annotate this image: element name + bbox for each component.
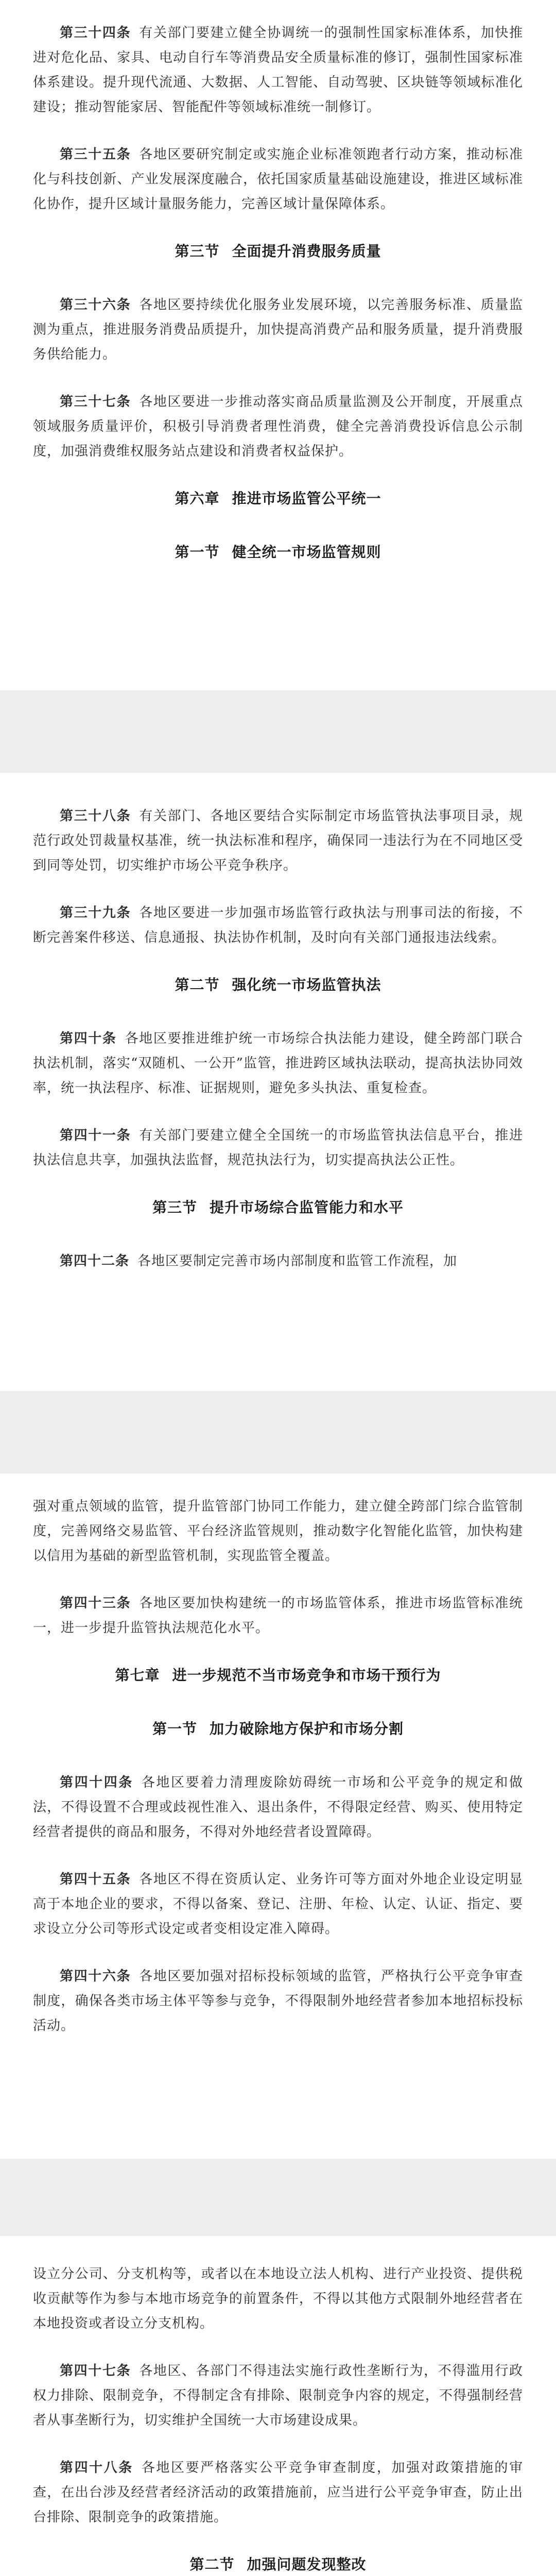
article-34: 第三十四条 有关部门要建立健全协调统一的强制性国家标准体系，加快推进对危化品、家具、电动自行车等消费品安全质量标准的修订，强制性国家标准体系建设。提升现代流通、大数据、人工智能、自动驾驶、区块链等领域标准化建设；推动智能家居、智能配件等领域标准统一制修订。 — [33, 25, 523, 115]
article-46-continued: 设立分公司、分支机构等，或者以在本地设立法人机构、进行产业投资、提供税收贡献等作为参与本地市场竞争的前置条件，不得以其他方式限制外地经营者在本地投资或者设立分支机构。 — [33, 2266, 523, 2331]
article-37: 第三十七条 各地区要进一步推动落实商品质量监测及公开制度，开展重点领域服务质量评价，积极引导消费者理性消费，健全完善消费投诉信息公示制度，加强消费维权服务站点建设和消费者权益保护。 — [33, 394, 523, 459]
article-48: 第四十八条 各地区要严格落实公平竞争审查制度，加强对政策措施的审查，在出台涉及经营者经济活动的政策措施前，应当进行公平竞争审查，防止出台排除、限制竞争的政策措施。 — [33, 2460, 523, 2525]
article-40: 第四十条 各地区要推进维护统一市场综合执法能力建设，健全跨部门联合执法机制，落实“双随机、一公开”监管，推进跨区域执法联动，提高执法协同效率，统一执法程序、标准、证据规则，避免多头执法、重复检查。 — [33, 1031, 523, 1096]
section-heading: 第三节 全面提升消费服务质量 — [175, 243, 381, 260]
article-45: 第四十五条 各地区不得在资质认定、业务许可等方面对外地企业设定明显高于本地企业的要求，不得以备案、登记、注册、年检、认定、认证、指定、要求设立分公司等形式设定或者变相设定准入障碍。 — [33, 1872, 523, 1937]
article-44: 第四十四条 各地区要着力清理废除妨碍统一市场和公平竞争的规定和做法，不得设置不合理或歧视性准入、退出条件，不得限定经营、购买、使用特定经营者提供的商品和服务，不得对外地经营者设置障碍。 — [33, 1775, 523, 1840]
divider — [0, 690, 556, 773]
chapter-heading: 第七章 进一步规范不当市场竞争和市场干预行为 — [115, 1667, 441, 1684]
section-heading: 第一节 加力破除地方保护和市场分割 — [152, 1720, 404, 1737]
section-heading: 第二节 加强问题发现整改 — [189, 2556, 367, 2573]
article-47: 第四十七条 各地区、各部门不得违法实施行政性垄断行为，不得滥用行政权力排除、限制竞争，不得制定含有排除、限制竞争内容的规定，不得强制经营者从事垄断行为，切实维护全国统一大市场建设成果。 — [33, 2363, 523, 2428]
article-38: 第三十八条 有关部门、各地区要结合实际制定市场监管执法事项目录，规范行政处罚裁量权基准，统一执法标准和程序，确保同一违法行为在不同地区受到同等处罚，切实维护市场公平竞争秩序。 — [33, 808, 523, 873]
divider — [0, 1391, 556, 1473]
section-heading: 第二节 强化统一市场监管执法 — [175, 976, 381, 993]
article-42-continued: 强对重点领域的监管，提升监管部门协同工作能力，建立健全跨部门综合监管制度，完善网络交易监管、平台经济监管规则，推动数字化智能化监管，加快构建以信用为基础的新型监管机制，实现监管全覆盖。 — [33, 1499, 523, 1564]
content-block-3 — [0, 1494, 556, 2148]
content-block-1 — [0, 21, 556, 690]
chapter-heading: 第六章 推进市场监管公平统一 — [175, 490, 381, 507]
article-41: 第四十一条 有关部门要建立健全全国统一的市场监管执法信息平台，推进执法信息共享，加强执法监督，规范执法行为，切实提高执法公正性。 — [33, 1128, 523, 1168]
divider — [0, 2159, 556, 2236]
content-block-4 — [0, 2262, 556, 2576]
article-46: 第四十六条 各地区要加强对招标投标领域的监管，严格执行公平竞争审查制度，确保各类市场主体平等参与竞争，不得限制外地经营者参加本地招标投标活动。 — [33, 1969, 523, 2033]
article-39: 第三十九条 各地区要进一步加强市场监管行政执法与刑事司法的衔接，不断完善案件移送、信息通报、执法协作机制，及时向有关部门通报违法线索。 — [33, 905, 523, 945]
article-35: 第三十五条 各地区要研究制定或实施企业标准领跑者行动方案，推动标准化与科技创新、产业发展深度融合，依托国家质量基础设施建设，推进区域标准化协作，提升区域计量服务能力，完善区域计量保障体系。 — [33, 147, 523, 212]
article-42: 第四十二条 各地区要制定完善市场内部制度和监管工作流程，加 — [60, 1253, 458, 1269]
article-36: 第三十六条 各地区要持续优化服务业发展环境，以完善服务标准、质量监测为重点，推进服务消费品质提升，加快提高消费产品和服务质量，提升消费服务供给能力。 — [33, 297, 523, 362]
section-heading: 第三节 提升市场综合监管能力和水平 — [152, 1199, 404, 1216]
article-43: 第四十三条 各地区要加快构建统一的市场监管体系，推进市场监管标准统一，进一步提升监管执法规范化水平。 — [33, 1596, 523, 1636]
section-heading: 第一节 健全统一市场监管规则 — [175, 544, 381, 561]
content-block-2 — [0, 804, 556, 1381]
